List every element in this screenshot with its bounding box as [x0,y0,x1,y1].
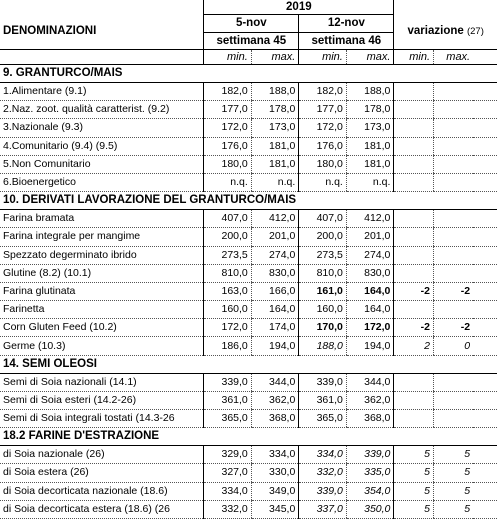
week46-min: 339,0 [299,373,347,391]
min-header-2: min. [299,50,347,65]
row-name: Semi di Soia integrali tostati (14.3-26 [0,410,204,428]
table-row [0,301,497,319]
row-name: Farina integrale per mangime [0,228,204,246]
table-row [0,246,497,264]
variazione-min: 5 [394,464,434,482]
variazione-max [434,119,474,137]
table-row [0,119,497,137]
variazione-max: 5 [434,482,474,500]
week2-header: settimana 46 [299,33,394,50]
week45-min: 334,0 [204,482,252,500]
variazione-min [394,173,434,191]
variazione-min [394,246,434,264]
min-header-var: min. [394,50,434,65]
week45-min: 365,0 [204,410,252,428]
section-title: 18.2 FARINE D'ESTRAZIONE [0,428,394,446]
row-name: di Soia nazionale (26) [0,446,204,464]
variazione-max [434,137,474,155]
week45-min: 160,0 [204,301,252,319]
week45-min: 273,5 [204,246,252,264]
variazione-max: 5 [434,464,474,482]
week45-min: 407,0 [204,210,252,228]
week46-min: 176,0 [299,137,347,155]
week45-min: 810,0 [204,264,252,282]
date2-header: 12-nov [299,15,394,33]
table-row [0,137,497,155]
variazione-min [394,391,434,409]
row-name: Spezzato degerminato ibrido [0,246,204,264]
week46-max: 335,0 [346,464,394,482]
week45-max: 201,0 [251,228,299,246]
table-row [0,500,497,518]
row-name: 2.Naz. zoot. qualità caratterist. (9.2) [0,101,204,119]
week45-min: 200,0 [204,228,252,246]
table-row [0,155,497,173]
variazione-min: -2 [394,319,434,337]
week46-min: 182,0 [299,83,347,101]
variazione-max: 5 [434,500,474,518]
week46-max: 354,0 [346,482,394,500]
denominazioni-header: DENOMINAZIONI [3,25,97,38]
max-header-var: max. [434,50,474,65]
week46-min: 161,0 [299,282,347,300]
variazione-max: -2 [434,282,474,300]
week45-min: 182,0 [204,83,252,101]
section-title: 14. SEMI OLEOSI [0,355,394,373]
table-row [0,319,497,337]
section-title: 9. GRANTURCO/MAIS [0,65,394,83]
variazione-min [394,137,434,155]
week45-max: 181,0 [251,137,299,155]
row-name: 4.Comunitario (9.4) (9.5) [0,137,204,155]
week45-max: 349,0 [251,482,299,500]
row-name: Semi di Soia nazionali (14.1) [0,373,204,391]
variazione-header [394,15,497,50]
table-row [0,173,497,191]
variazione-min [394,83,434,101]
variazione-min [394,101,434,119]
variazione-max [434,83,474,101]
week1-header: settimana 45 [204,33,299,50]
week45-min: 186,0 [204,337,252,355]
variazione-min [394,210,434,228]
week45-max: 164,0 [251,301,299,319]
section-header [0,355,497,373]
section-title: 10. DERIVATI LAVORAZIONE DEL GRANTURCO/MAIS [0,192,394,210]
table-row [0,83,497,101]
week46-max: 274,0 [346,246,394,264]
week46-max: n.q. [346,173,394,191]
header-blank [0,0,204,15]
variazione-max [434,155,474,173]
week45-max: 830,0 [251,264,299,282]
week46-min: 332,0 [299,464,347,482]
week45-max: 188,0 [251,83,299,101]
week45-max: n.q. [251,173,299,191]
max-header-2: max. [346,50,394,65]
week45-min: 177,0 [204,101,252,119]
row-name: Farina bramata [0,210,204,228]
variazione-min: 2 [394,337,434,355]
table-row [0,337,497,355]
row-name: Glutine (8.2) (10.1) [0,264,204,282]
date1-header: 5-nov [204,15,299,33]
week45-max: 174,0 [251,319,299,337]
row-name: Germe (10.3) [0,337,204,355]
week46-max: 181,0 [346,137,394,155]
week46-max: 181,0 [346,155,394,173]
week45-max: 412,0 [251,210,299,228]
variazione-min [394,119,434,137]
section-header [0,192,497,210]
week46-max: 178,0 [346,101,394,119]
week46-max: 173,0 [346,119,394,137]
week46-min: n.q. [299,173,347,191]
week45-max: 166,0 [251,282,299,300]
week46-min: 172,0 [299,119,347,137]
week46-max: 830,0 [346,264,394,282]
week45-max: 330,0 [251,464,299,482]
variazione-max [434,101,474,119]
week45-min: 329,0 [204,446,252,464]
week46-max: 201,0 [346,228,394,246]
row-name: Semi di Soia esteri (14.2-26) [0,391,204,409]
week45-max: 344,0 [251,373,299,391]
week46-max: 172,0 [346,319,394,337]
week46-max: 194,0 [346,337,394,355]
table-row [0,282,497,300]
year-header: 2019 [204,0,394,15]
row-name: di Soia estera (26) [0,464,204,482]
week45-max: 368,0 [251,410,299,428]
week45-max: 181,0 [251,155,299,173]
variazione-max [434,301,474,319]
variazione-min: 5 [394,446,434,464]
week45-max: 173,0 [251,119,299,137]
table-row [0,210,497,228]
row-name: 1.Alimentare (9.1) [0,83,204,101]
week46-max: 362,0 [346,391,394,409]
variazione-min [394,228,434,246]
week46-min: 200,0 [299,228,347,246]
variazione-min [394,373,434,391]
week46-min: 337,0 [299,500,347,518]
week45-min: 163,0 [204,282,252,300]
table-row [0,464,497,482]
week46-min: 170,0 [299,319,347,337]
table-row [0,228,497,246]
min-header-1: min. [204,50,252,65]
week46-max: 164,0 [346,301,394,319]
table-row [0,264,497,282]
variazione-label: variazione [407,25,464,38]
table-row [0,482,497,500]
row-name: di Soia decorticata estera (18.6) (26 [0,500,204,518]
table-row [0,391,497,409]
week45-min: 332,0 [204,500,252,518]
week45-min: 180,0 [204,155,252,173]
week46-max: 339,0 [346,446,394,464]
variazione-min [394,264,434,282]
variazione-max [434,264,474,282]
week46-min: 365,0 [299,410,347,428]
variazione-min [394,155,434,173]
week46-min: 334,0 [299,446,347,464]
row-name: Farina glutinata [0,282,204,300]
week45-min: 361,0 [204,391,252,409]
week45-min: 172,0 [204,319,252,337]
max-header-1: max. [251,50,299,65]
variazione-note: (27) [466,26,484,38]
variazione-min: 5 [394,482,434,500]
week45-max: 178,0 [251,101,299,119]
week45-max: 274,0 [251,246,299,264]
variazione-min: 5 [394,500,434,518]
week45-min: 339,0 [204,373,252,391]
variazione-max [434,210,474,228]
row-name: Corn Gluten Feed (10.2) [0,319,204,337]
table-row [0,410,497,428]
row-name: Farinetta [0,301,204,319]
variazione-min [394,301,434,319]
table-row [0,446,497,464]
week45-min: 327,0 [204,464,252,482]
week46-min: 180,0 [299,155,347,173]
variazione-max: -2 [434,319,474,337]
variazione-max: 5 [434,446,474,464]
row-name: 5.Non Comunitario [0,155,204,173]
row-name: 6.Bioenergetico [0,173,204,191]
row-name: di Soia decorticata nazionale (18.6) [0,482,204,500]
week46-max: 344,0 [346,373,394,391]
table-row [0,373,497,391]
subheader-blank [0,50,204,65]
week45-min: 176,0 [204,137,252,155]
week45-max: 345,0 [251,500,299,518]
week45-max: 194,0 [251,337,299,355]
variazione-max [434,228,474,246]
section-header [0,65,497,83]
week46-min: 273,5 [299,246,347,264]
variazione-max [434,173,474,191]
week46-min: 810,0 [299,264,347,282]
variazione-max [434,410,474,428]
variazione-min [394,410,434,428]
week45-max: 334,0 [251,446,299,464]
week46-max: 164,0 [346,282,394,300]
week46-max: 188,0 [346,83,394,101]
week46-min: 339,0 [299,482,347,500]
week46-max: 368,0 [346,410,394,428]
week45-min: n.q. [204,173,252,191]
week46-min: 160,0 [299,301,347,319]
variazione-max [434,391,474,409]
variazione-max [434,246,474,264]
variazione-max: 0 [434,337,474,355]
section-header [0,428,497,446]
week46-min: 407,0 [299,210,347,228]
week46-max: 412,0 [346,210,394,228]
table-row [0,101,497,119]
variazione-min: -2 [394,282,434,300]
week46-min: 177,0 [299,101,347,119]
week46-max: 350,0 [346,500,394,518]
variazione-max [434,373,474,391]
week46-min: 361,0 [299,391,347,409]
week45-min: 172,0 [204,119,252,137]
week46-min: 188,0 [299,337,347,355]
week45-max: 362,0 [251,391,299,409]
row-name: 3.Nazionale (9.3) [0,119,204,137]
